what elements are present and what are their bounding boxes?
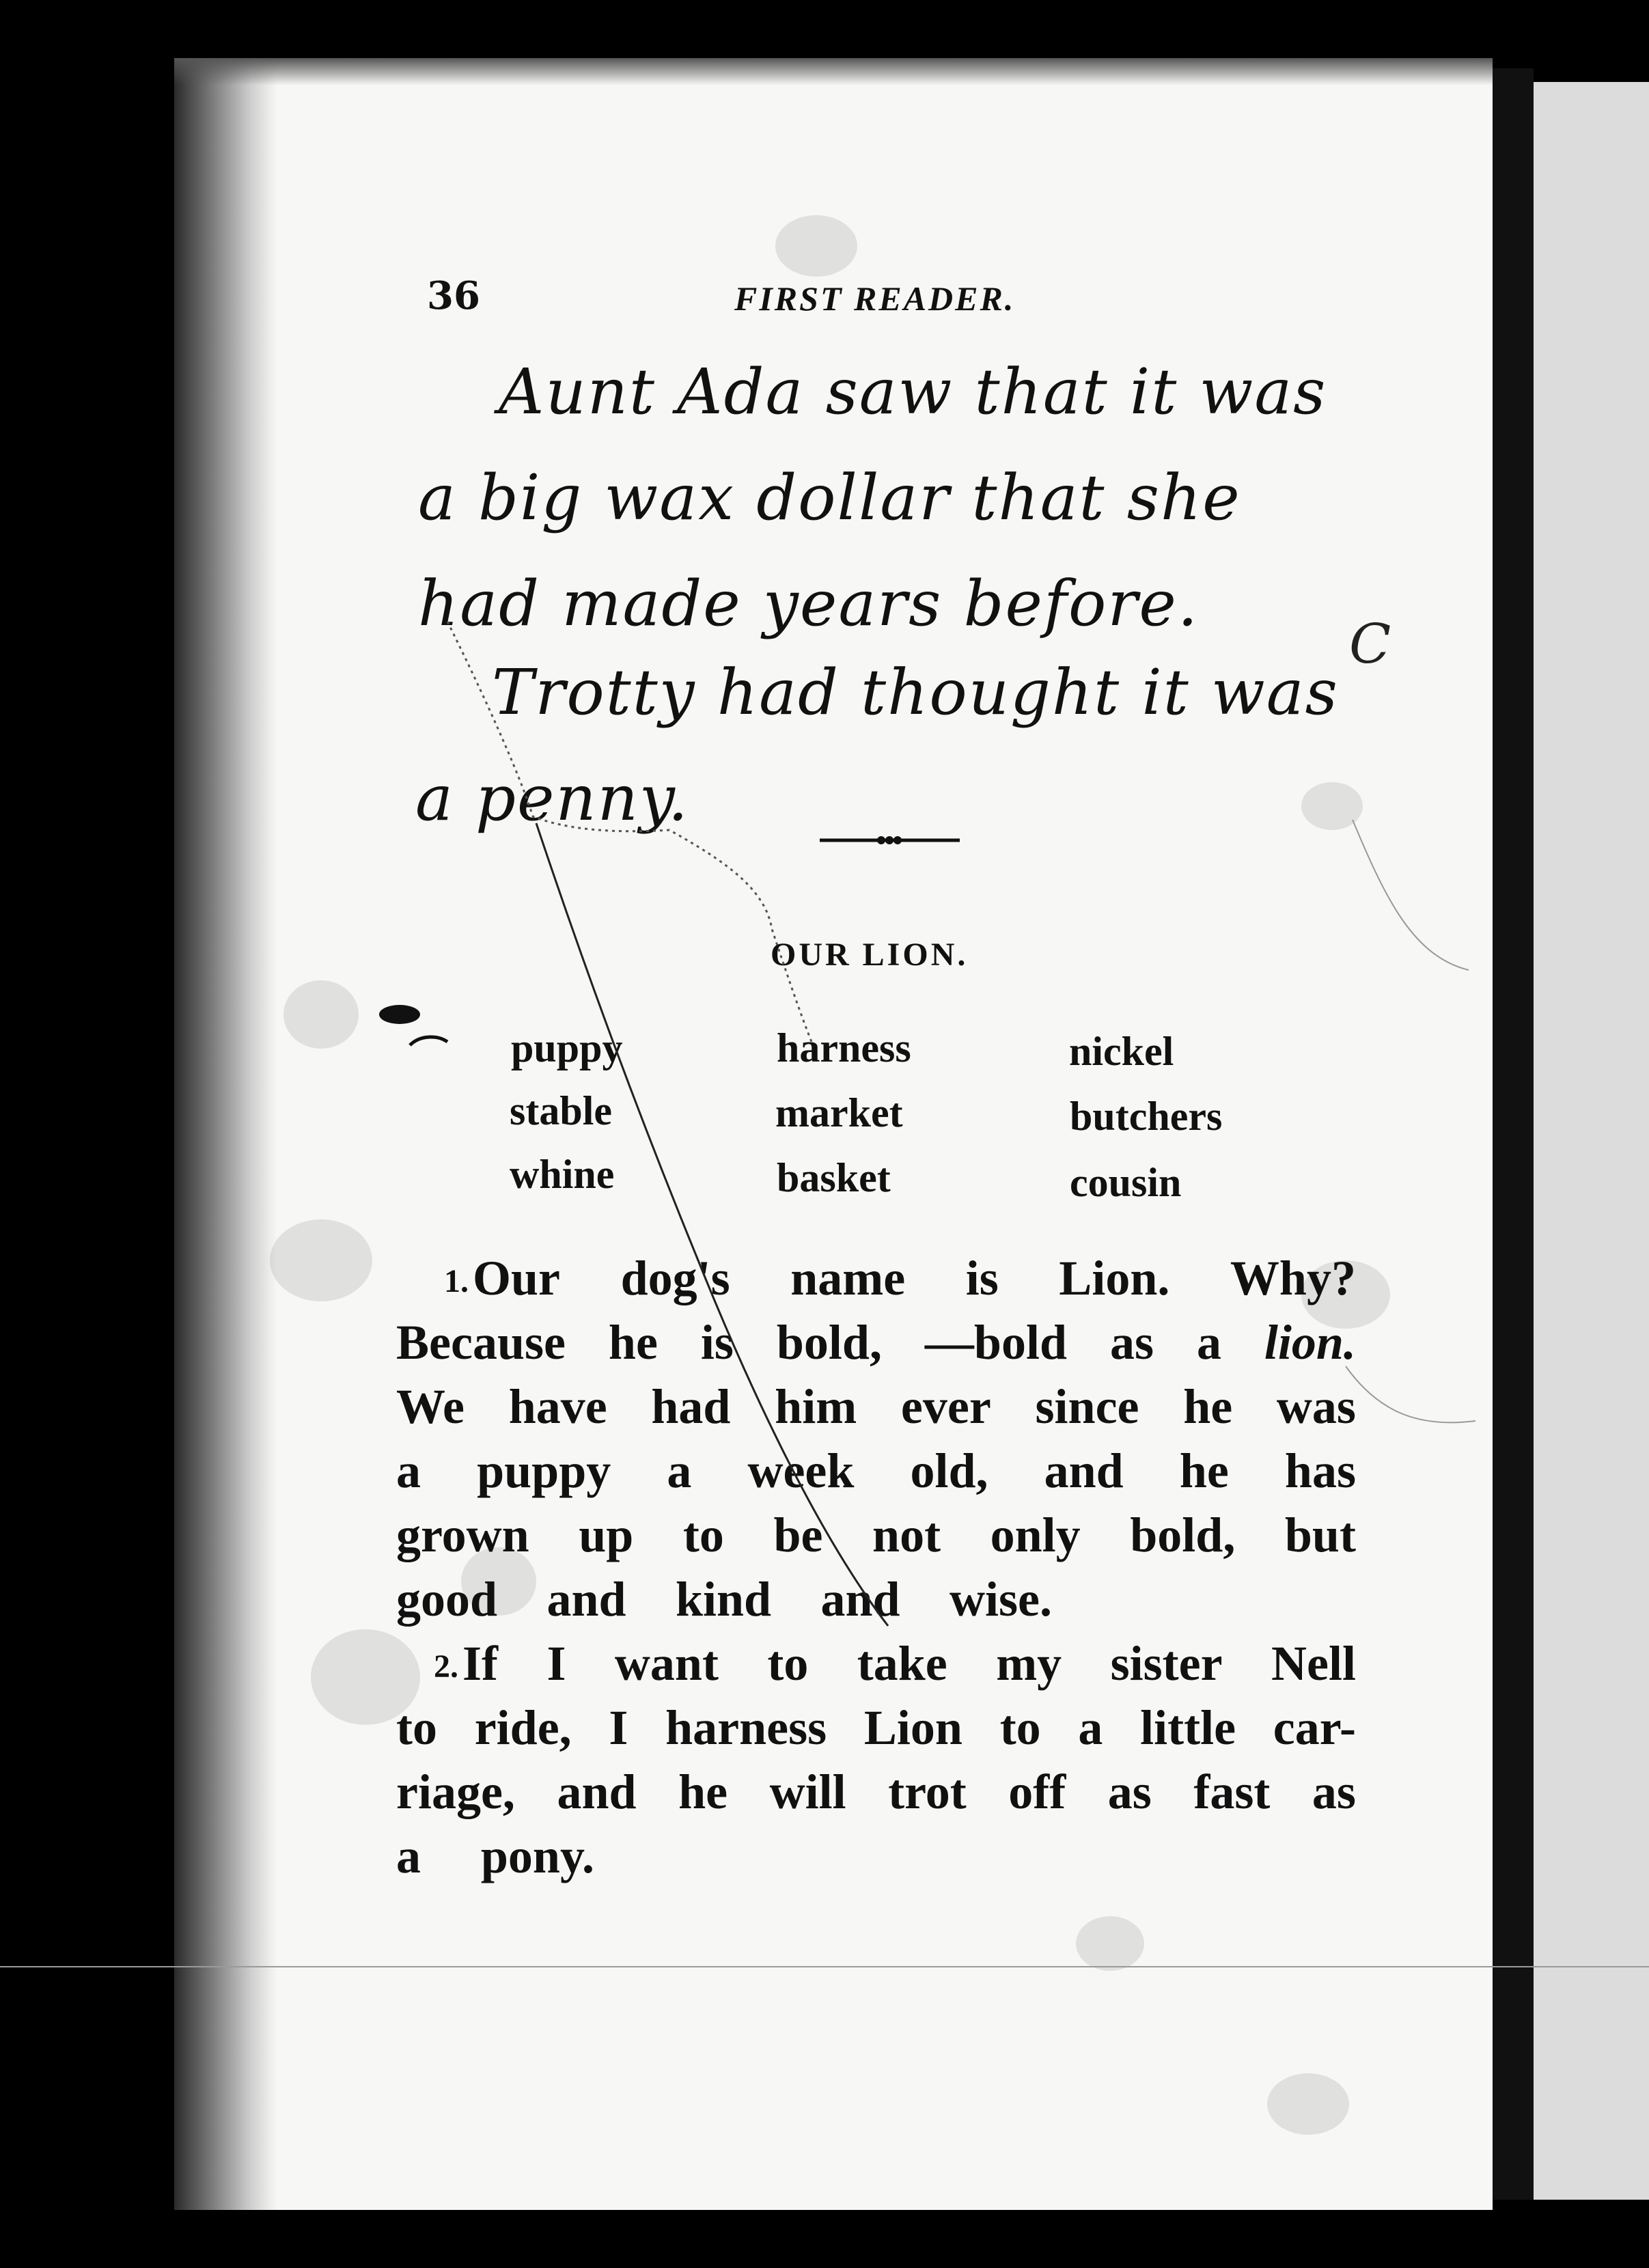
- word: as: [1107, 1765, 1152, 1819]
- page-number: 36: [427, 273, 480, 318]
- word: kind: [675, 1572, 772, 1627]
- word: and: [557, 1765, 637, 1819]
- script-line: a penny.: [415, 762, 689, 835]
- word: not: [872, 1508, 941, 1562]
- word: him: [775, 1379, 857, 1434]
- text-line: [396, 1764, 1356, 1825]
- word: he: [1183, 1379, 1233, 1434]
- word: he: [1179, 1443, 1229, 1498]
- word: as: [1312, 1765, 1356, 1819]
- word: but: [1284, 1508, 1356, 1562]
- word: week: [747, 1443, 855, 1498]
- word: to: [396, 1700, 437, 1755]
- word: sister: [1110, 1636, 1223, 1691]
- running-head: [427, 273, 1383, 328]
- word: I: [546, 1636, 566, 1691]
- section-divider-ornament: [820, 835, 960, 845]
- word: good: [396, 1572, 498, 1627]
- word: off: [1008, 1765, 1066, 1819]
- paper-stain: [775, 215, 857, 277]
- running-title: FIRST READER.: [734, 279, 1016, 318]
- text-line: [396, 1507, 1356, 1568]
- word: car-: [1273, 1700, 1356, 1755]
- word: Because: [396, 1315, 566, 1370]
- margin-mark: C: [1349, 612, 1391, 676]
- word: a: [1078, 1700, 1103, 1755]
- paper-stain: [1301, 782, 1363, 830]
- word: is: [700, 1315, 734, 1370]
- word: fast: [1193, 1765, 1271, 1819]
- text-line: [396, 1700, 1356, 1761]
- script-line: a big wax dollar that she: [418, 461, 1241, 534]
- word: —bold: [924, 1315, 1067, 1370]
- paragraph-number: [444, 1250, 560, 1312]
- paper-stain: [283, 980, 359, 1049]
- word: ride,: [474, 1700, 572, 1755]
- word: lion.: [1264, 1315, 1356, 1370]
- word: Nell: [1271, 1636, 1356, 1691]
- word: up: [579, 1508, 634, 1562]
- word: be: [773, 1508, 823, 1562]
- vocabulary-word: cousin: [1070, 1160, 1182, 1205]
- vocabulary-word: butchers: [1070, 1094, 1223, 1139]
- paragraph-number: [434, 1635, 498, 1697]
- word: since: [1035, 1379, 1139, 1434]
- text-line: [396, 1635, 1356, 1697]
- scan-artifact-line: [0, 1966, 1649, 1967]
- word: was: [1276, 1379, 1356, 1434]
- word: and: [820, 1572, 900, 1627]
- word: little: [1140, 1700, 1236, 1755]
- book-gutter: [1493, 68, 1534, 2200]
- word: take: [857, 1636, 947, 1691]
- word: have: [508, 1379, 607, 1434]
- word: will: [769, 1765, 846, 1819]
- word: grown: [396, 1508, 529, 1562]
- word: trot: [888, 1765, 967, 1819]
- page-top-shadow: [174, 58, 1493, 85]
- vocabulary-word: harness: [777, 1025, 911, 1070]
- word: a: [396, 1829, 421, 1883]
- word: he: [608, 1315, 658, 1370]
- paper-stain: [1267, 2073, 1349, 2135]
- word: Our: [473, 1251, 561, 1305]
- word: If: [462, 1636, 498, 1691]
- word: to: [682, 1508, 724, 1562]
- word: pony.: [480, 1829, 594, 1883]
- word: a: [667, 1443, 692, 1498]
- word: puppy: [477, 1443, 611, 1498]
- script-line: had made years before.: [418, 567, 1200, 640]
- word: Lion.: [1059, 1251, 1170, 1305]
- text-line: [396, 1571, 1052, 1633]
- word: ever: [900, 1379, 991, 1434]
- word: wise.: [950, 1572, 1052, 1627]
- word: is: [965, 1251, 999, 1305]
- word: bold,: [776, 1315, 882, 1370]
- lesson-title: OUR LION.: [771, 937, 969, 973]
- word: as: [1109, 1315, 1154, 1370]
- text-line: [396, 1314, 1356, 1376]
- vocabulary-word: market: [775, 1090, 903, 1135]
- word: and: [546, 1572, 626, 1627]
- page-binding-shadow: [174, 58, 277, 2210]
- word: old,: [910, 1443, 988, 1498]
- word: and: [1044, 1443, 1124, 1498]
- vocabulary-word: whine: [510, 1152, 615, 1197]
- word: only: [990, 1508, 1081, 1562]
- word: had: [651, 1379, 731, 1434]
- word: want: [614, 1636, 719, 1691]
- word: harness: [665, 1700, 827, 1755]
- word: to: [767, 1636, 809, 1691]
- word: name: [790, 1251, 906, 1305]
- word: Lion: [863, 1700, 962, 1755]
- script-line: Trotty had thought it was: [492, 656, 1339, 729]
- word: he: [678, 1765, 728, 1819]
- vocabulary-word: basket: [777, 1155, 891, 1200]
- word: my: [996, 1636, 1062, 1691]
- word: Why?: [1230, 1251, 1356, 1305]
- word: a: [1196, 1315, 1221, 1370]
- word: has: [1284, 1443, 1356, 1498]
- word: We: [396, 1379, 465, 1434]
- paragraph-number-label: 2.: [434, 1648, 458, 1685]
- vocabulary-word: nickel: [1069, 1029, 1174, 1074]
- paragraph-number-label: 1.: [444, 1263, 469, 1299]
- vocabulary-word: stable: [510, 1088, 612, 1133]
- word: to: [999, 1700, 1041, 1755]
- vocabulary-word: puppy: [511, 1025, 623, 1070]
- adjacent-page-edge: [1534, 82, 1649, 2200]
- word: bold,: [1130, 1508, 1236, 1562]
- word: dog's: [620, 1251, 730, 1305]
- paper-stain: [1076, 1916, 1144, 1971]
- word: I: [609, 1700, 628, 1755]
- word: a: [396, 1443, 421, 1498]
- text-line: [396, 1250, 1356, 1312]
- paper-stain: [270, 1219, 372, 1301]
- text-line: [396, 1443, 1356, 1504]
- word: riage,: [396, 1765, 515, 1819]
- text-line: [396, 1828, 594, 1890]
- text-line: [396, 1379, 1356, 1440]
- script-line: Aunt Ada saw that it was: [499, 355, 1327, 428]
